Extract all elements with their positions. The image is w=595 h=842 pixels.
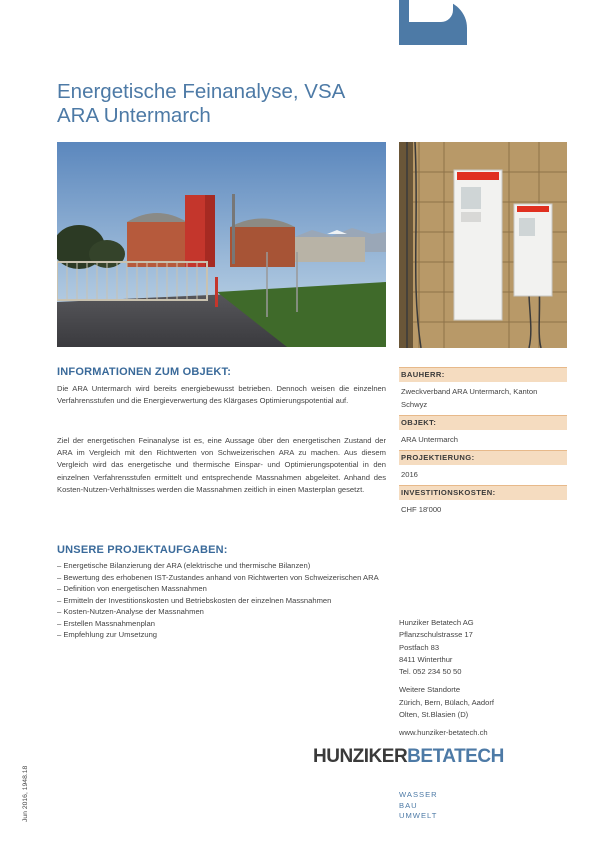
plant-photo [57, 142, 386, 347]
bauherr-value: Zweckverband ARA Untermarch, Kanton Schwyz [401, 387, 538, 409]
project-facts [399, 367, 567, 520]
info-heading: INFORMATIONEN ZUM OBJEKT: [57, 366, 232, 378]
brand-name-part-2: BETATECH [407, 746, 504, 767]
objekt-label: OBJEKT: [399, 415, 567, 430]
address-postfach: Postfach 83 [399, 642, 440, 652]
info-paragraph-2: Ziel der energetischen Feinanalyse ist es, eine Aussage über den energetischen Zustand der ARA im Vergleich mit den Richtwerten von Schweizerischen ARA zu machen. Aus diesem Vergleich wird das energetische und thermische Einspar- und Optimierungspotential in den einzelnen Verfahrensstufen ermittelt und entsprechende Massnahmen abgeleitet. Anhand des Kosten-Nutzen-Verhältnisses werden die Massnahmen zeitlich in einen Masterplan gesetzt. [57, 436, 386, 494]
tagline-wasser: WASSER [399, 790, 438, 799]
kosten-value: CHF 18'000 [401, 505, 442, 514]
list-item: – Empfehlung zur Umsetzung [57, 630, 158, 639]
logo-mark-icon [399, 0, 467, 45]
title-line-1: Energetische Feinanalyse, VSA [57, 80, 346, 103]
list-item: – Kosten-Nutzen-Analyse der Massnahmen [57, 607, 204, 616]
address-city: 8411 Winterthur [399, 654, 453, 664]
brand-name-part-1: HUNZIKER [313, 746, 408, 767]
company-name: Hunziker Betatech AG [399, 618, 474, 627]
list-item: – Erstellen Massnahmenplan [57, 618, 155, 628]
standorte-line-2: Olten, St.Blasien (D) [399, 710, 469, 720]
tagline-bau: BAU [399, 800, 418, 810]
kosten-label: INVESTITIONSKOSTEN: [399, 485, 567, 500]
contact-block [399, 617, 494, 740]
bauherr-label: BAUHERR: [399, 367, 567, 382]
phone: Tel. 052 234 50 50 [399, 667, 462, 677]
control-cabinet-photo [399, 142, 567, 348]
list-item: – Definition von energetischen Massnahmen [57, 584, 207, 593]
objekt-value: ARA Untermarch [401, 435, 458, 444]
standorte-line-1: Zürich, Bern, Bülach, Aadorf [399, 697, 494, 707]
list-item: – Energetische Bilanzierung der ARA (elektrische und thermische Bilanzen) [57, 561, 311, 570]
projektierung-value: 2016 [401, 470, 418, 479]
brand-logo [313, 746, 504, 768]
website-link[interactable]: www.hunziker-betatech.ch [399, 728, 488, 738]
tagline-umwelt: UMWELT [399, 811, 438, 821]
address-street: Pflanzschulstrasse 17 [399, 630, 473, 640]
tasks-heading: UNSERE PROJEKTAUFGABEN: [57, 544, 228, 556]
title-line-2: ARA Untermarch [57, 104, 211, 127]
projektierung-label: PROJEKTIERUNG: [399, 450, 567, 465]
tasks-list [57, 560, 386, 641]
info-paragraph-1: Die ARA Untermarch wird bereits energiebewusst betrieben. Dennoch weisen die einzelnen Verfahrensstufen und die Energieverwertung des Klärgases Optimierungspotential auf. [57, 384, 386, 406]
list-item: – Bewertung des erhobenen IST-Zustandes anhand von Richtwerten von Schweizerischen ARA [57, 572, 379, 582]
standorte-label: Weitere Standorte [399, 685, 461, 695]
footer-date: Jun 2016, 1948.18 [22, 765, 29, 822]
brand-tagline [399, 790, 438, 822]
list-item: – Ermitteln der Investitionskosten und Betriebskosten der einzelnen Massnahmen [57, 595, 332, 605]
page-title [57, 80, 345, 128]
